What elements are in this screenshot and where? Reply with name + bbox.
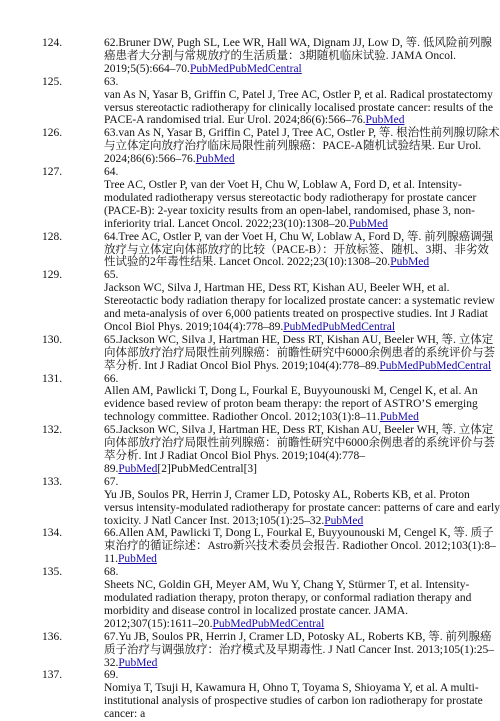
pubmed-link[interactable]: PubMed	[379, 359, 419, 372]
reference-body	[104, 373, 500, 425]
pubmed-link[interactable]: PubMed	[189, 62, 229, 75]
pubmed-central-link[interactable]: Central	[361, 320, 396, 333]
reference-body	[104, 631, 500, 670]
reference-item	[0, 669, 500, 721]
reference-number: 134.	[42, 527, 63, 540]
citation-tail-text: [2]PubMedCentral[3]	[157, 462, 258, 475]
reference-item	[0, 476, 500, 528]
citation-text: van As N, Yasar B, Griffin C, Patel J, Tree AC, Ostler P, et al. Radical prostatectomy versus stereotactic radiotherapy for clinically localised prostate cancer: results of the PACE-A randomised trial. Eur Urol. 2024;86(6):566–76.	[104, 88, 493, 127]
reference-item	[0, 566, 500, 631]
citation-text: 65.Jackson WC, Silva J, Hartman HE, Dess RT, Kishan AU, Beeler WH, 等. 立体定向体部放疗治疗局限性前列腺癌：前瞻性研究中6000余例患者的系统评价与荟萃分析. Int J Radiat Oncol Biol Phys. 2019;104(4):778–89.	[104, 424, 495, 475]
pubmed-link[interactable]: PubMed	[283, 320, 323, 333]
reference-number: 128.	[42, 230, 63, 243]
citation-text: 65.Jackson WC, Silva J, Hartman HE, Dess RT, Kishan AU, Beeler WH, 等. 立体定向体部放疗治疗局限性前列腺癌：前瞻性研究中6000余例患者的系统评价与荟萃分析. Int J Radiat Oncol Biol Phys. 2019;104(4):778–89.	[104, 333, 495, 372]
citation-text: 62.Bruner DW, Pugh SL, Lee WR, Hall WA, Dignam JJ, Low D, 等. 低风险前列腺癌患者大分割与常规放疗的生活质量：3期随机临床试验. JAMA Oncol. 2019;5(5):664–70.	[104, 37, 492, 75]
citation-text: Allen AM, Pawlicki T, Dong L, Fourkal E, Buyyounouski M, Cengel K, et al. An evidence based review of proton beam therapy: the report of ASTRO’S emerging technology committee. Radiother Oncol. 2012;103(1):8–11.	[104, 385, 478, 424]
reference-number: 125.	[42, 75, 63, 88]
reference-body	[104, 424, 500, 476]
citation-text: 66.Allen AM, Pawlicki T, Dong L, Fourkal E, Buyyounouski M, Cengel K, 等. 质子束治疗的循证综述：Astro新兴技术委员会报告. Radiother Oncol. 2012;103(1):8–11.	[104, 527, 496, 566]
reference-number: 132.	[42, 424, 63, 437]
citation-text: Yu JB, Soulos PR, Herrin J, Cramer LD, Potosky AL, Roberts KB, et al. Proton versus intensity-modulated radiotherapy for prostate cancer: patterns of care and early toxicity. J Natl Cancer Inst. 2013;105(1):25–32.	[104, 488, 500, 527]
reference-number: 124.	[42, 37, 63, 49]
reference-label: 63.	[104, 75, 119, 88]
pubmed-link[interactable]: PubMed	[365, 114, 405, 127]
pubmed-link[interactable]: PubMed	[195, 153, 235, 166]
reference-item	[0, 373, 500, 425]
reference-item	[0, 127, 500, 166]
pubmed-link[interactable]: PubMed	[379, 411, 419, 424]
pubmed-link[interactable]: PubMed	[117, 553, 157, 566]
reference-number: 126.	[42, 127, 63, 140]
pubmed-link[interactable]: PubMed	[118, 656, 158, 669]
citation-text: 64.Tree AC, Ostler P, van der Voet H, Chu W, Loblaw A, Ford D, 等. 前列腺癌调强放疗与立体定向体部放疗的比较（PACE-B）：开放标签、随机、3期、非劣效性试验的2年毒性结果. Lancet Oncol. 2022;23(10):1308–20.	[104, 230, 494, 269]
reference-number: 130.	[42, 333, 63, 346]
reference-body	[104, 476, 500, 528]
reference-item	[0, 269, 500, 334]
pubmed-link[interactable]: PubMed	[212, 617, 252, 630]
pubmed-central-link[interactable]: Central	[290, 617, 325, 630]
reference-body	[104, 269, 500, 334]
reference-label: 68.	[104, 566, 119, 579]
pubmed-link[interactable]: PubMed	[418, 359, 458, 372]
pubmed-central-link[interactable]: Central	[267, 62, 302, 75]
reference-body	[104, 566, 500, 631]
reference-number: 135.	[42, 566, 63, 579]
reference-label: 66.	[104, 372, 119, 385]
reference-body	[104, 37, 500, 76]
pubmed-link[interactable]: PubMed	[390, 256, 430, 269]
reference-item	[0, 231, 500, 270]
pubmed-link[interactable]: PubMed	[324, 514, 364, 527]
reference-number: 127.	[42, 166, 63, 179]
pubmed-link[interactable]: PubMed	[322, 320, 362, 333]
citation-text: 67.Yu JB, Soulos PR, Herrin J, Cramer LD, Potosky AL, Roberts KB, 等. 前列腺癌质子治疗与调强放疗：治疗模式及早期毒性. J Natl Cancer Inst. 2013;105(1):25–32.	[104, 630, 495, 669]
reference-item	[0, 37, 500, 76]
reference-item	[0, 76, 500, 128]
citation-text: 63.van As N, Yasar B, Griffin C, Patel J, Tree AC, Ostler P, 等. 根治性前列腺切除术与立体定向放疗治疗临床局限性前列腺癌：PACE-A随机试验结果. Eur Urol. 2024;86(6):566–76.	[104, 127, 500, 166]
reference-number: 131.	[42, 372, 63, 385]
reference-body	[104, 669, 500, 721]
reference-body	[104, 76, 500, 128]
reference-body	[104, 127, 500, 166]
reference-body	[104, 527, 500, 566]
reference-item	[0, 166, 500, 231]
reference-item	[0, 527, 500, 566]
reference-number: 133.	[42, 475, 63, 488]
reference-item	[0, 334, 500, 373]
reference-item	[0, 424, 500, 476]
reference-body	[104, 334, 500, 373]
reference-body	[104, 231, 500, 270]
reference-number: 129.	[42, 269, 63, 282]
reference-label: 69.	[104, 669, 119, 682]
pubmed-central-link[interactable]: Central	[457, 359, 492, 372]
reference-body	[104, 166, 500, 231]
reference-label: 64.	[104, 166, 119, 179]
reference-number: 137.	[42, 669, 63, 682]
pubmed-link[interactable]: PubMed	[348, 217, 388, 230]
reference-label: 67.	[104, 475, 119, 488]
reference-item	[0, 631, 500, 670]
citation-text: Tree AC, Ostler P, van der Voet H, Chu W, Loblaw A, Ford D, et al. Intensity-modulated radiotherapy versus stereotactic body radiotherapy for prostate cancer (PACE-B): 2-year toxicity results from an open-label, randomised, phase 3, non-inferiority trial. Lancet Oncol. 2022;23(10):1308–20.	[104, 178, 477, 230]
citation-text: Jackson WC, Silva J, Hartman HE, Dess RT, Kishan AU, Beeler WH, et al. Stereotactic body radiation therapy for localized prostate cancer: a systematic review and meta-analysis of over 6,000 patients treated on prospective studies. Int J Radiat Oncol Biol Phys. 2019;104(4):778–89.	[104, 282, 495, 333]
reference-list	[0, 37, 500, 721]
pubmed-link[interactable]: PubMed	[228, 62, 268, 75]
pubmed-link[interactable]: PubMed	[118, 462, 158, 475]
citation-text: Nomiya T, Tsuji H, Kawamura H, Ohno T, Toyama S, Shioyama Y, et al. A multi-institutional analysis of prospective studies of carbon ion radiotherapy for prostate cancer: a	[104, 682, 483, 721]
reference-label: 65.	[104, 269, 119, 282]
pubmed-link[interactable]: PubMed	[251, 617, 291, 630]
citation-text: Sheets NC, Goldin GH, Meyer AM, Wu Y, Chang Y, Stürmer T, et al. Intensity-modulated radiation therapy, proton therapy, or conformal radiation therapy and morbidity and disease control in localized prostate cancer. JAMA. 2012;307(15):1611–20.	[104, 579, 472, 630]
reference-number: 136.	[42, 630, 63, 643]
